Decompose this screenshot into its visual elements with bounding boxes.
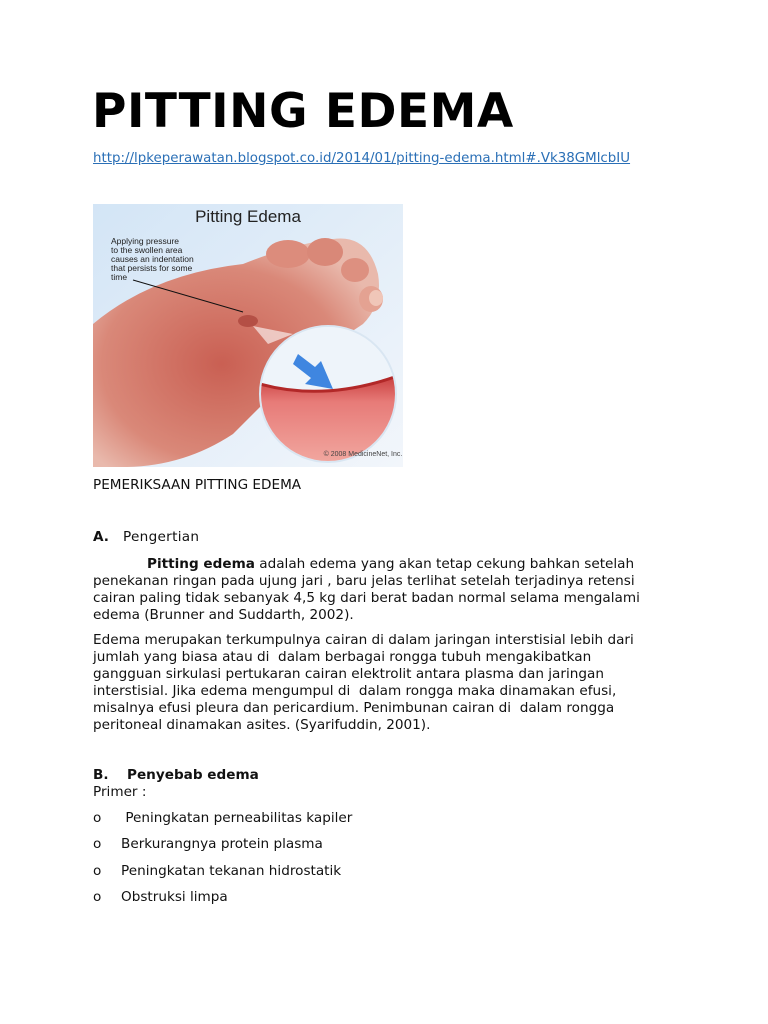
section-b-marker: B. [93,767,109,783]
svg-text:time: time [111,272,128,282]
paragraph-line-text: adalah edema yang akan tetap cekung bahkan setelah [254,556,635,572]
paragraph-line: penekanan ringan pada ujung jari , baru jelas terlihat setelah terjadinya retensi [93,573,635,589]
paragraph-definition [93,556,673,624]
bullet-icon: o [93,863,102,879]
list-item-text: Berkurangnya protein plasma [121,836,323,852]
foot-edema-image [93,204,403,467]
pitting-edema-illustration [93,204,403,467]
section-b-heading [93,767,259,783]
paragraph-line: gangguan sirkulasi pertukaran cairan elektrolit antara plasma dan jaringan [93,666,604,682]
page-title: PITTING EDEMA [92,84,514,139]
figure-copyright: © 2008 MedicineNet, Inc. [323,451,403,458]
svg-text:that persists for some: that persists for some [111,263,193,273]
paragraph-line: jumlah yang biasa atau di dalam berbagai rongga tubuh mengakibatkan [93,649,592,665]
section-a-heading [93,529,199,545]
list-item [93,889,228,906]
paragraph-line: peritoneal dinamakan asites. (Syarifuddin, 2001). [93,717,431,733]
paragraph-line: interstisial. Jika edema mengumpul di dalam rongga maka dinamakan efusi, [93,683,617,699]
list-item-text: Peningkatan perneabilitas kapiler [121,810,353,826]
section-b-title: Penyebab edema [127,767,259,783]
paragraph-line [93,556,673,573]
primer-label: Primer : [93,784,147,800]
section-a-marker: A. [93,529,109,545]
section-subtitle: PEMERIKSAAN PITTING EDEMA [93,477,302,493]
paragraph-line: Edema merupakan terkumpulnya cairan di dalam jaringan interstisial lebih dari [93,632,634,648]
bullet-icon: o [93,889,102,905]
svg-text:Applying pressure: Applying pressure [111,236,180,246]
list-item-text: Obstruksi limpa [121,889,228,905]
list-item-text: Peningkatan tekanan hidrostatik [121,863,342,879]
list-item [93,863,341,880]
paragraph-line: misalnya efusi pleura dan pericardium. Penimbunan cairan di dalam rongga [93,700,615,716]
bullet-icon: o [93,836,102,852]
paragraph-line: cairan paling tidak sebanyak 4,5 kg dari berat badan normal selama mengalami [93,590,640,606]
section-a-title: Pengertian [123,529,200,545]
source-link[interactable]: http://lpkeperawatan.blogspot.co.id/2014/01/pitting-edema.html#.Vk38GMlcbIU [93,151,631,166]
svg-text:to the swollen area: to the swollen area [111,245,183,255]
figure-title: Pitting Edema [195,207,301,226]
bullet-icon: o [93,810,102,826]
paragraph-edema-description [93,632,673,734]
list-item [93,836,323,853]
svg-text:causes an indentation: causes an indentation [111,254,194,264]
term-pitting-edema: Pitting edema [147,556,255,572]
paragraph-line: edema (Brunner and Suddarth, 2002). [93,607,354,623]
list-item [93,810,352,827]
